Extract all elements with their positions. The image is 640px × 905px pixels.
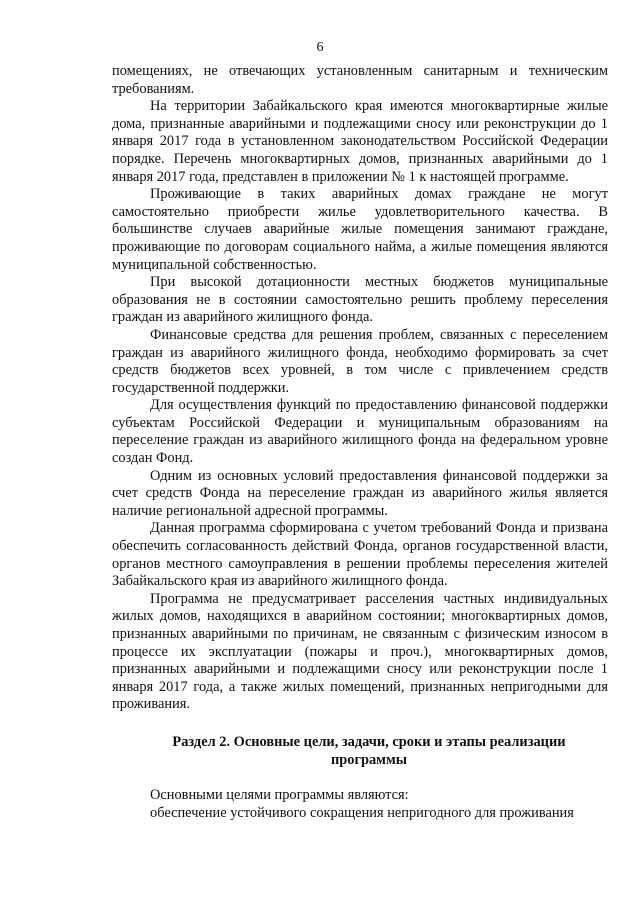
paragraph: Одним из основных условий предоставления финансовой поддержки за счет средств Фонда на переселение граждан из аварийного жилья является наличие региональной адресной программы.: [112, 467, 608, 519]
paragraph: Для осуществления функций по предоставлению финансовой поддержки субъектам Российской Федерации и муниципальным образованиям на переселение граждан из аварийного жилищного фонда на федеральном уровне создан Фонд.: [112, 397, 608, 467]
paragraph: На территории Забайкальского края имеются многоквартирные жилые дома, признанные аварийными и подлежащими сносу или реконструкции до 1 января 2017 года в установленном законодательством Российской Федерации порядке. Перечень многоквартирных домов, признанных аварийными до 1 января 2017 года, представлен в приложении № 1 к настоящей программе.: [112, 98, 608, 185]
paragraph: Проживающие в таких аварийных домах граждане не могут самостоятельно приобрести жилье удовлетворительного качества. В большинстве случаев аварийные жилые помещения занимают граждане, проживающие по договорам социального найма, а жилые помещения являются муниципальной собственностью.: [112, 186, 608, 273]
paragraph: При высокой дотационности местных бюджетов муниципальные образования не в состоянии самостоятельно решить проблему переселения граждан из аварийного жилищного фонда.: [112, 274, 608, 326]
section-heading: Раздел 2. Основные цели, задачи, сроки и этапы реализации программы: [172, 733, 566, 768]
paragraph-continuation: помещениях, не отвечающих установленным санитарным и техническим требованиям.: [112, 63, 608, 97]
paragraph: Программа не предусматривает расселения частных индивидуальных жилых домов, находящихся в аварийном состоянии; многоквартирных домов, признанных аварийными по причинам, не связанным с физическим износом в процессе их эксплуатации (пожары и проч.), многоквартирных домов, признанных аварийными и подлежащими сносу или реконструкции после 1 января 2017 года, а также жилых помещений, признанных непригодными для проживания.: [112, 590, 608, 713]
page-number: 6: [316, 40, 324, 55]
paragraph: обеспечение устойчивого сокращения непригодного для проживания: [150, 804, 574, 821]
paragraph: Данная программа сформирована с учетом требований Фонда и призвана обеспечить согласованность действий Фонда, органов государственной власти, органов местного самоуправления в решении проблемы переселения жителей Забайкальского края из аварийного жилищного фонда.: [112, 520, 608, 590]
paragraph: Основными целями программы являются:: [150, 787, 409, 804]
paragraph: Финансовые средства для решения проблем, связанных с переселением граждан из аварийного жилищного фонда, необходимо формировать за счет средств бюджетов всех уровней, в том числе с привлечением средств государственной поддержки.: [112, 326, 608, 396]
document-body: [112, 63, 608, 822]
